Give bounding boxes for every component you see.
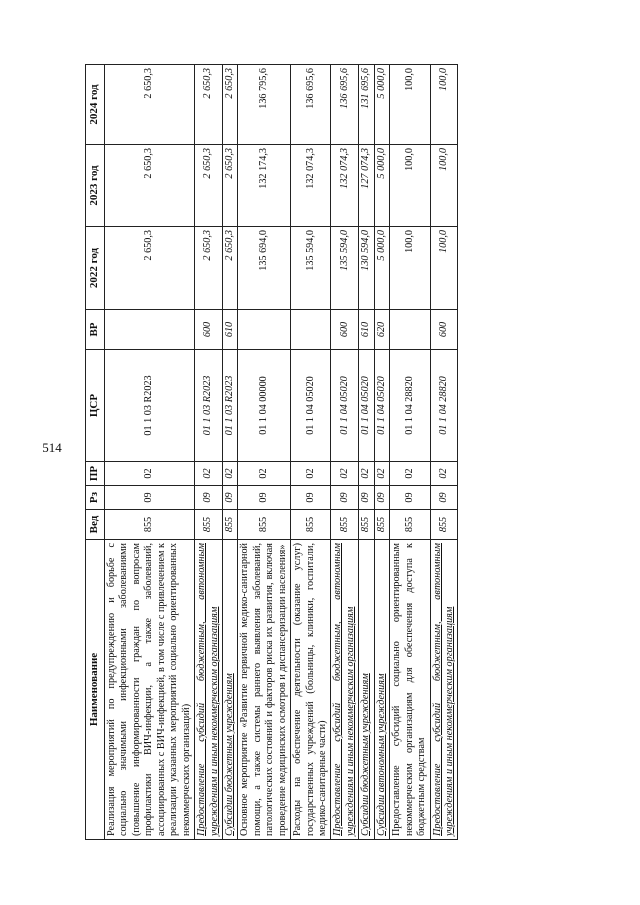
row-2023: 2 650,3 — [222, 145, 237, 227]
row-2023: 132 074,3 — [331, 145, 359, 227]
row-vr: 610 — [222, 310, 237, 350]
row-vr: 600 — [430, 310, 458, 350]
row-pr: 02 — [374, 462, 389, 486]
row-csr: 01 1 04 05020 — [291, 350, 331, 462]
row-pr: 02 — [195, 462, 223, 486]
row-2024: 136 695,6 — [291, 65, 331, 145]
row-name: Предоставление субсидий бюджетным, автономным учреждениям и иным некоммерческим организациям — [195, 540, 223, 840]
row-ved: 855 — [390, 510, 430, 540]
row-vr: 600 — [195, 310, 223, 350]
table-row — [359, 65, 374, 840]
row-rz: 09 — [331, 486, 359, 510]
row-2024: 100,0 — [390, 65, 430, 145]
row-2022: 100,0 — [430, 227, 458, 310]
row-name: Основное мероприятие «Развитие первичной медико-санитарной помощи, а также системы раннего выявления заболеваний, патологических состояний и факторов риска их развития, включая проведение медицинских осмотров и диспансеризации населения» — [238, 540, 291, 840]
row-csr: 01 1 04 28820 — [390, 350, 430, 462]
row-2023: 132 074,3 — [291, 145, 331, 227]
row-pr: 02 — [291, 462, 331, 486]
row-rz: 09 — [222, 486, 237, 510]
header-ved: Вед — [86, 510, 105, 540]
row-name: Предоставление субсидий бюджетным, автономным учреждениям и иным некоммерческим организациям — [331, 540, 359, 840]
row-2022: 2 650,3 — [105, 227, 195, 310]
table-row — [238, 65, 291, 840]
row-rz: 09 — [374, 486, 389, 510]
row-2022: 2 650,3 — [222, 227, 237, 310]
row-ved: 855 — [238, 510, 291, 540]
row-csr: 01 1 03 R2023 — [105, 350, 195, 462]
row-vr: 610 — [359, 310, 374, 350]
row-csr: 01 1 03 R2023 — [222, 350, 237, 462]
row-2022: 5 000,0 — [374, 227, 389, 310]
row-vr — [105, 310, 195, 350]
row-ved: 855 — [222, 510, 237, 540]
row-ved: 855 — [331, 510, 359, 540]
header-2023: 2023 год — [86, 145, 105, 227]
row-csr: 01 1 04 28820 — [430, 350, 458, 462]
row-2023: 127 074,3 — [359, 145, 374, 227]
row-2024: 2 650,3 — [105, 65, 195, 145]
row-2024: 136 695,6 — [331, 65, 359, 145]
table-row — [105, 65, 195, 840]
row-name: Субсидии бюджетным учреждениям — [359, 540, 374, 840]
row-2024: 100,0 — [430, 65, 458, 145]
row-vr: 600 — [331, 310, 359, 350]
row-pr: 02 — [359, 462, 374, 486]
row-rz: 09 — [359, 486, 374, 510]
table-row — [430, 65, 458, 840]
row-2022: 135 594,0 — [331, 227, 359, 310]
row-pr: 02 — [222, 462, 237, 486]
row-rz: 09 — [291, 486, 331, 510]
row-2022: 2 650,3 — [195, 227, 223, 310]
header-csr: ЦСР — [86, 350, 105, 462]
row-ved: 855 — [105, 510, 195, 540]
row-rz: 09 — [238, 486, 291, 510]
row-rz: 09 — [430, 486, 458, 510]
row-rz: 09 — [105, 486, 195, 510]
row-name: Субсидии бюджетным учреждениям — [222, 540, 237, 840]
row-2023: 2 650,3 — [105, 145, 195, 227]
header-pr: ПР — [86, 462, 105, 486]
row-csr: 01 1 04 00000 — [238, 350, 291, 462]
row-2024: 2 650,3 — [195, 65, 223, 145]
page-number: 514 — [42, 440, 62, 455]
budget-table — [85, 64, 458, 840]
header-name: Наименование — [86, 540, 105, 840]
row-ved: 855 — [291, 510, 331, 540]
row-csr: 01 1 04 05020 — [359, 350, 374, 462]
row-2023: 100,0 — [430, 145, 458, 227]
table-row — [331, 65, 359, 840]
row-2022: 130 594,0 — [359, 227, 374, 310]
row-pr: 02 — [430, 462, 458, 486]
row-pr: 02 — [238, 462, 291, 486]
row-ved: 855 — [195, 510, 223, 540]
row-name: Субсидии автономным учреждениям — [374, 540, 389, 840]
row-vr — [390, 310, 430, 350]
header-rz: Рз — [86, 486, 105, 510]
row-name: Предоставление субсидий социально ориентированным некоммерческим организациям для обеспечения доступа к бюджетным средствам — [390, 540, 430, 840]
row-ved: 855 — [359, 510, 374, 540]
table-row — [291, 65, 331, 840]
header-2022: 2022 год — [86, 227, 105, 310]
row-name: Реализация мероприятий по предупреждению и борьбе с социально значимыми инфекционными заболеваниями (повышение информированности граждан по вопросам профилактики ВИЧ-инфекции, а также заболеваний, ассоциированных с ВИЧ-инфекцией, в том числе с привлечением к реализации указанных мероприятий социально ориентированных некоммерческих организаций) — [105, 540, 195, 840]
row-csr: 01 1 03 R2023 — [195, 350, 223, 462]
row-2024: 5 000,0 — [374, 65, 389, 145]
row-2024: 131 695,6 — [359, 65, 374, 145]
row-2022: 100,0 — [390, 227, 430, 310]
row-2022: 135 594,0 — [291, 227, 331, 310]
row-2024: 2 650,3 — [222, 65, 237, 145]
row-pr: 02 — [105, 462, 195, 486]
table-row — [222, 65, 237, 840]
row-vr — [238, 310, 291, 350]
table-header-row — [86, 65, 105, 840]
row-vr: 620 — [374, 310, 389, 350]
row-ved: 855 — [374, 510, 389, 540]
row-2022: 135 694,0 — [238, 227, 291, 310]
row-2023: 5 000,0 — [374, 145, 389, 227]
row-2023: 132 174,3 — [238, 145, 291, 227]
header-vr: ВР — [86, 310, 105, 350]
row-ved: 855 — [430, 510, 458, 540]
row-pr: 02 — [331, 462, 359, 486]
table-row — [374, 65, 389, 840]
row-2023: 2 650,3 — [195, 145, 223, 227]
row-2023: 100,0 — [390, 145, 430, 227]
table-row — [195, 65, 223, 840]
row-csr: 01 1 04 05020 — [374, 350, 389, 462]
rotated-table-container — [85, 65, 555, 840]
row-rz: 09 — [195, 486, 223, 510]
row-pr: 02 — [390, 462, 430, 486]
row-2024: 136 795,6 — [238, 65, 291, 145]
table-row — [390, 65, 430, 840]
row-vr — [291, 310, 331, 350]
row-csr: 01 1 04 05020 — [331, 350, 359, 462]
row-name: Расходы на обеспечение деятельности (оказание услуг) государственных учреждений (больницы, клиники, госпитали, медико-санитарные части) — [291, 540, 331, 840]
row-name: Предоставление субсидий бюджетным, автономным учреждениям и иным некоммерческим организациям — [430, 540, 458, 840]
header-2024: 2024 год — [86, 65, 105, 145]
row-rz: 09 — [390, 486, 430, 510]
